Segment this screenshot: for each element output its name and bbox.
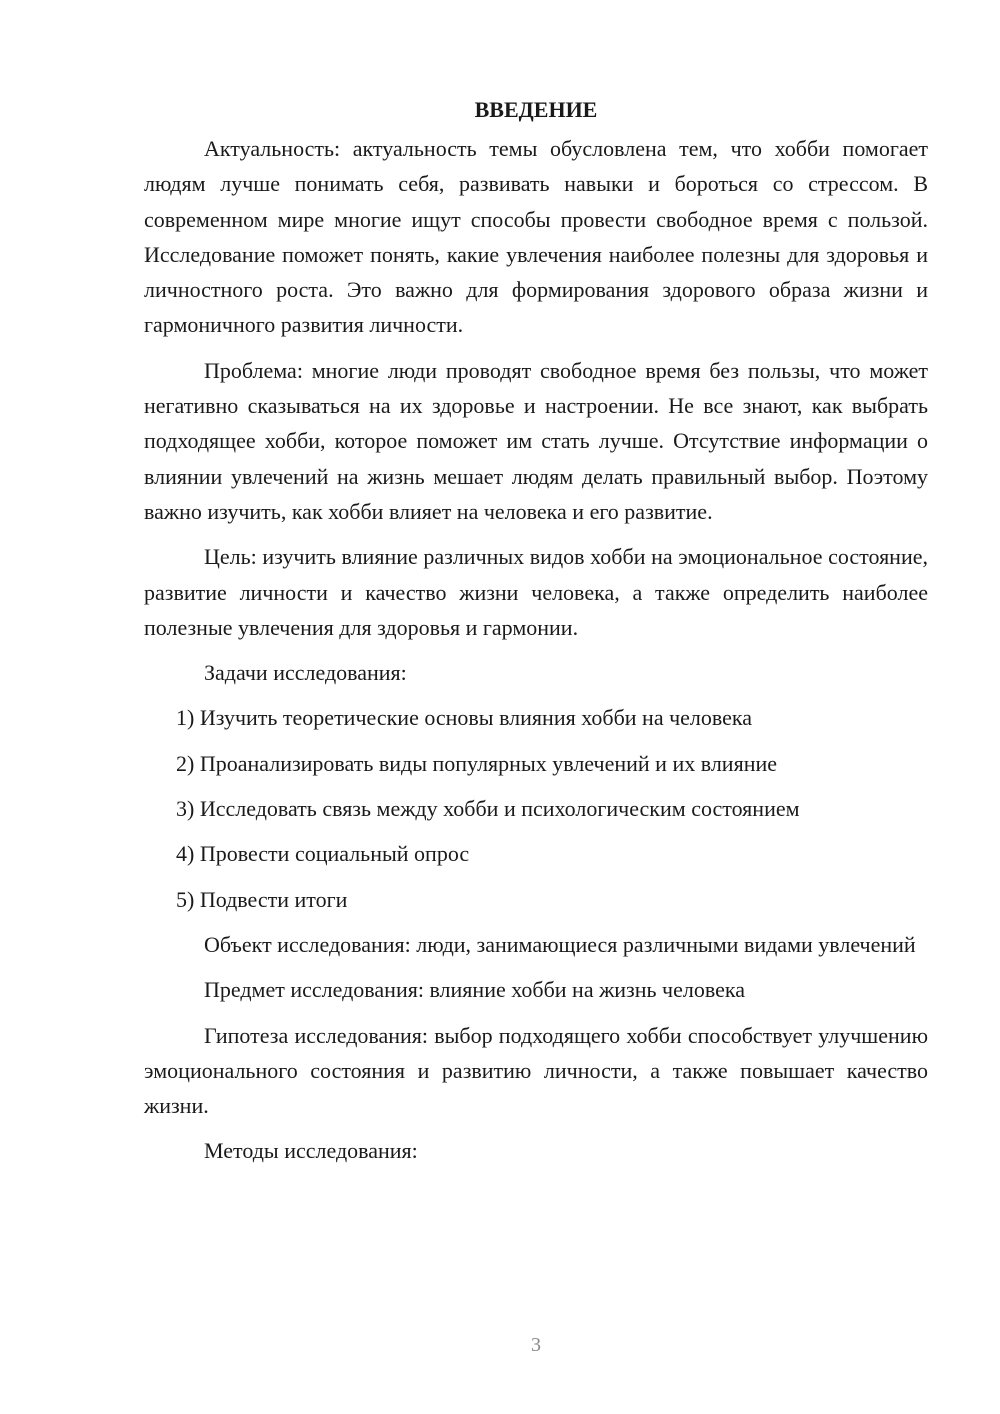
list-item: 1) Изучить теоретические основы влияния хобби на человека bbox=[176, 705, 753, 731]
page-number: 3 bbox=[531, 1334, 541, 1356]
object-paragraph: Объект исследования: люди, занимающиеся различными видами увлечений bbox=[204, 931, 916, 957]
page-title: ВВЕДЕНИЕ bbox=[474, 97, 598, 122]
list-item: 3) Исследовать связь между хобби и психологическим состоянием bbox=[176, 796, 800, 822]
tasks-heading: Задачи исследования: bbox=[204, 660, 407, 686]
relevance-paragraph: Актуальность: актуальность темы обусловлена тем, что хобби помогает людям лучше понимать себя, развивать навыки и бороться со стрессом. В современном мире многие ищут способы провести свободное время с пользой. Исследование поможет понять, какие увлечения наиболее полезны для здоровья и личностного роста. Это важно для формирования здорового образа жизни и гармоничного развития личности. bbox=[144, 136, 928, 338]
methods-heading: Методы исследования: bbox=[204, 1138, 418, 1164]
problem-paragraph: Проблема: многие люди проводят свободное время без пользы, что может негативно сказываться на их здоровье и настроении. Не все знают, как выбрать подходящее хобби, которое поможет им стать лучше. Отсутствие информации о влиянии увлечений на жизнь мешает людям делать правильный выбор. Поэтому важно изучить, как хобби влияет на человека и его развитие. bbox=[144, 357, 928, 524]
list-item: 4) Провести социальный опрос bbox=[176, 841, 470, 867]
list-item: 2) Проанализировать виды популярных увлечений и их влияние bbox=[176, 750, 778, 776]
goal-paragraph: Цель: изучить влияние различных видов хобби на эмоциональное состояние, развитие личности и качество жизни человека, а также определить наиболее полезные увлечения для здоровья и гармонии. bbox=[144, 544, 928, 640]
subject-paragraph: Предмет исследования: влияние хобби на жизнь человека bbox=[204, 977, 746, 1003]
hypothesis-paragraph: Гипотеза исследования: выбор подходящего хобби способствует улучшению эмоционального состояния и развитию личности, а также повышает качество жизни. bbox=[144, 1022, 928, 1119]
list-item: 5) Подвести итоги bbox=[176, 886, 348, 912]
tasks-list bbox=[144, 700, 928, 916]
page-content bbox=[144, 92, 928, 1179]
